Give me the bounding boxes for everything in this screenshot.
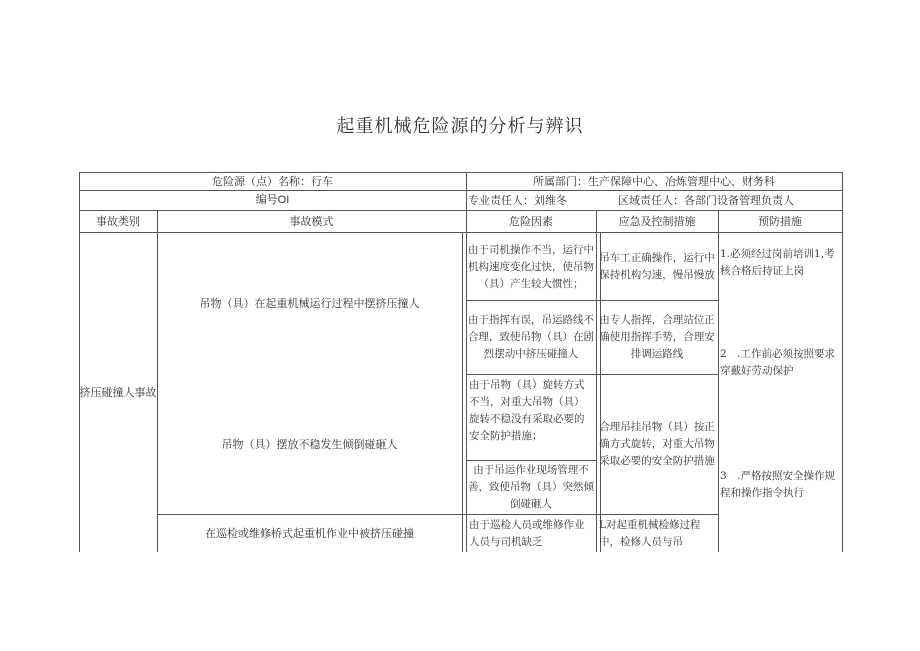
col-header-mode: 事故模式: [289, 214, 334, 228]
risk-factor: 由于司机操作不当，运行中机构速度变化过快，使吊物（具）产生较大惯性；: [468, 243, 594, 290]
col-header-prevent: 预防措施: [758, 214, 802, 228]
control-measure: L对起重机械检修过程中，检修人员与吊: [599, 519, 701, 548]
code: 编号OI: [255, 193, 290, 206]
accident-mode: 吊物（具）摆放不稳发生倾倒碰砸人: [221, 437, 398, 451]
control-measure: 由专人指挥，合理站位正确使用指挥手势，合理安排调运路线: [599, 314, 715, 360]
control-measure: 合理吊挂吊物（具）按正确方式旋转，对重大吊物采取必要的安全防护措施: [599, 421, 715, 467]
risk-factor: 由于指挥有误，吊运路线不合理，致使吊物（具）在剧烈摆动中挤压碰撞人: [468, 314, 594, 360]
accident-type: 挤压碰撞人事故: [79, 385, 157, 399]
col-line: [718, 210, 719, 552]
risk-factor: 由于巡检人员或维修作业人员与司机缺乏: [469, 519, 585, 548]
department: 所属部门：生产保障中心、冶炼管理中心、财务科: [533, 174, 775, 188]
col-header-type: 事故类别: [96, 214, 140, 228]
control-measure: 吊车工正确操作，运行中保持机构匀速，慢吊慢放: [599, 252, 715, 281]
source-name: 危险源（点）名称：行车: [212, 174, 333, 188]
col-header-control: 应急及控制措施: [618, 214, 696, 228]
accident-mode: 吊物（具）在起重机械运行过程中摆挤压撞人: [199, 296, 420, 310]
risk-factor: 由于吊运作业现场管理不善，致使吊物（具）突然倾倒碰砸人: [468, 464, 594, 510]
col-line: [462, 232, 463, 552]
area-owner: 区域责任人：各部门设备管理负责人: [618, 193, 794, 207]
prevention-measure: 1.必须经过岗前培训1,考核合格后持证上岗: [720, 248, 835, 277]
risk-factor: 由于吊物（具）旋转方式不当，对重大吊物（具）旋转不稳没有采取必要的安全防护措施；: [469, 379, 585, 442]
accident-mode: 在巡检或维修桥式起重机作业中被挤压碰撞: [205, 526, 414, 540]
col-header-risk: 危险因素: [509, 214, 553, 228]
prevention-measure: 3 .严格按照安全操作规程和操作指令执行: [720, 470, 836, 499]
specialist: 专业责任人：刘维冬: [468, 193, 567, 207]
prevention-measure: 2 .工作前必须按照要求穿戴好劳动保护: [720, 348, 836, 377]
table-border-right: [842, 172, 843, 552]
document-title: 起重机械危险源的分析与辨识: [336, 116, 584, 137]
